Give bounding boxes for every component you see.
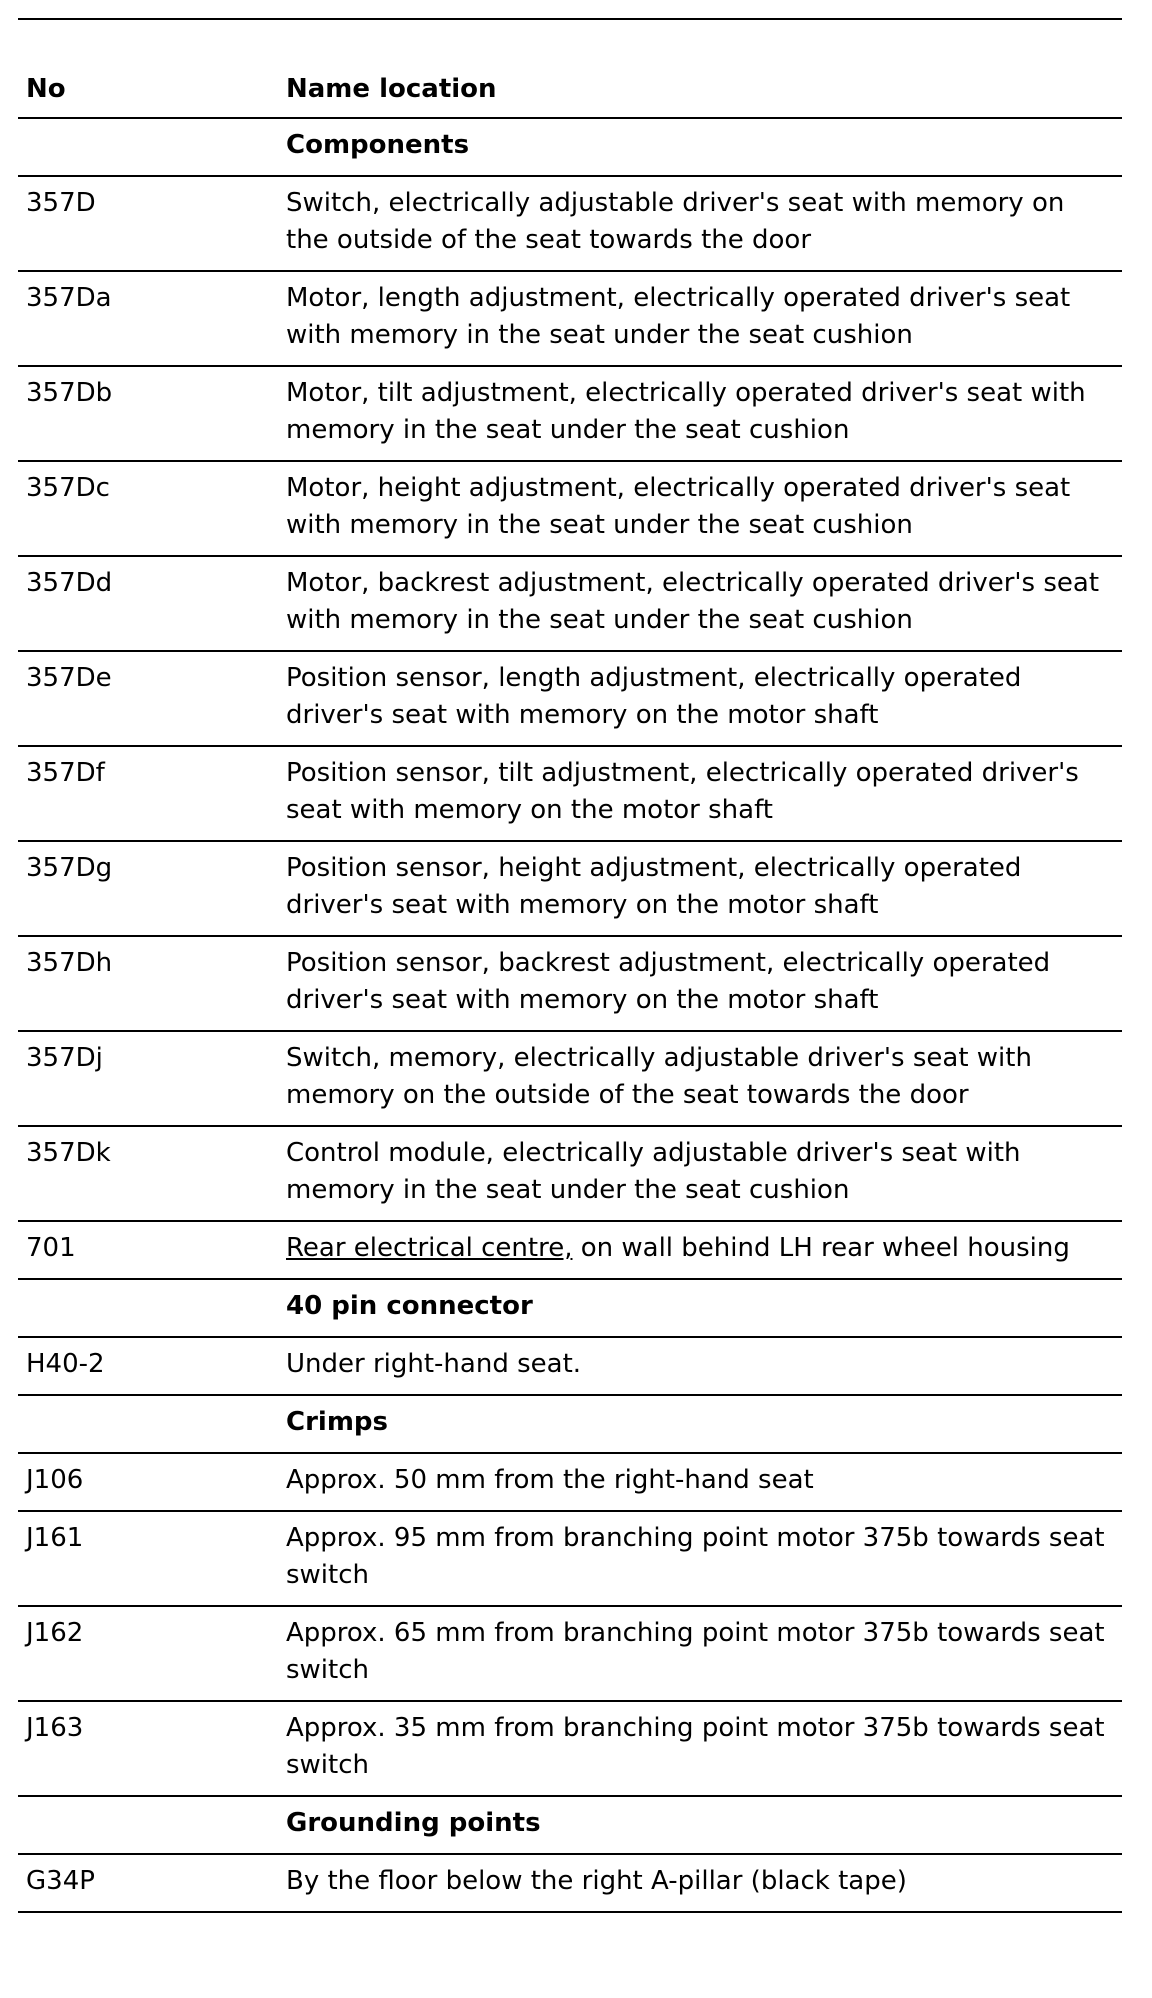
cell-no: 701 bbox=[18, 1221, 278, 1279]
cell-no: 357Db bbox=[18, 366, 278, 461]
table-row bbox=[18, 1221, 1122, 1279]
cell-name-location: Motor, height adjustment, electrically operated driver's seat with memory in the seat under the seat cushion bbox=[278, 461, 1122, 556]
cell-name-location: Position sensor, length adjustment, electrically operated driver's seat with memory on the motor shaft bbox=[278, 651, 1122, 746]
document bbox=[18, 18, 1122, 1913]
cell-no: 357D bbox=[18, 176, 278, 271]
cell-no: 357Dk bbox=[18, 1126, 278, 1221]
table-row bbox=[18, 651, 1122, 746]
section-spacer bbox=[18, 118, 278, 176]
cell-name-location: Position sensor, tilt adjustment, electrically operated driver's seat with memory on the motor shaft bbox=[278, 746, 1122, 841]
cell-no: 357Dh bbox=[18, 936, 278, 1031]
header-no: No bbox=[18, 69, 278, 118]
cell-no: J106 bbox=[18, 1453, 278, 1511]
cell-no: 357Df bbox=[18, 746, 278, 841]
section-row bbox=[18, 118, 1122, 176]
cell-no: J161 bbox=[18, 1511, 278, 1606]
table-row bbox=[18, 271, 1122, 366]
cell-name-location bbox=[278, 1221, 1122, 1279]
table-row bbox=[18, 1854, 1122, 1912]
cell-no: J162 bbox=[18, 1606, 278, 1701]
cell-no: G34P bbox=[18, 1854, 278, 1912]
cell-name-location: By the floor below the right A-pillar (black tape) bbox=[278, 1854, 1122, 1912]
cell-name-location: Approx. 95 mm from branching point motor 375b towards seat switch bbox=[278, 1511, 1122, 1606]
table-row bbox=[18, 1126, 1122, 1221]
cell-no: J163 bbox=[18, 1701, 278, 1796]
table-row bbox=[18, 556, 1122, 651]
cell-name-location: Motor, length adjustment, electrically operated driver's seat with memory in the seat under the seat cushion bbox=[278, 271, 1122, 366]
table-row bbox=[18, 1701, 1122, 1796]
cell-name-location: Motor, tilt adjustment, electrically operated driver's seat with memory in the seat under the seat cushion bbox=[278, 366, 1122, 461]
cell-name-location: Control module, electrically adjustable driver's seat with memory in the seat under the seat cushion bbox=[278, 1126, 1122, 1221]
table-row bbox=[18, 1511, 1122, 1606]
table-row bbox=[18, 1606, 1122, 1701]
section-row bbox=[18, 1796, 1122, 1854]
cell-no: 357De bbox=[18, 651, 278, 746]
cell-no: 357Dg bbox=[18, 841, 278, 936]
table-row bbox=[18, 1337, 1122, 1395]
cell-no: 357Dc bbox=[18, 461, 278, 556]
table-row bbox=[18, 1031, 1122, 1126]
table-row bbox=[18, 366, 1122, 461]
cell-name-location: Switch, memory, electrically adjustable driver's seat with memory on the outside of the seat towards the door bbox=[278, 1031, 1122, 1126]
cell-name-location: Under right-hand seat. bbox=[278, 1337, 1122, 1395]
table-body bbox=[18, 118, 1122, 1912]
location-table bbox=[18, 69, 1122, 1913]
cell-name-location: Approx. 35 mm from branching point motor 375b towards seat switch bbox=[278, 1701, 1122, 1796]
section-spacer bbox=[18, 1796, 278, 1854]
table-row bbox=[18, 936, 1122, 1031]
header-name-location: Name location bbox=[278, 69, 1122, 118]
table-row bbox=[18, 176, 1122, 271]
section-title: 40 pin connector bbox=[278, 1279, 1122, 1337]
table-row bbox=[18, 746, 1122, 841]
table-row bbox=[18, 841, 1122, 936]
cell-name-location: Switch, electrically adjustable driver's seat with memory on the outside of the seat towards the door bbox=[278, 176, 1122, 271]
table-header-row bbox=[18, 69, 1122, 118]
section-title: Components bbox=[278, 118, 1122, 176]
section-row bbox=[18, 1395, 1122, 1453]
section-title: Grounding points bbox=[278, 1796, 1122, 1854]
cell-name-text: on wall behind LH rear wheel housing bbox=[572, 1233, 1070, 1263]
section-spacer bbox=[18, 1279, 278, 1337]
cell-name-location: Position sensor, backrest adjustment, electrically operated driver's seat with memory on the motor shaft bbox=[278, 936, 1122, 1031]
cell-name-location: Approx. 65 mm from branching point motor 375b towards seat switch bbox=[278, 1606, 1122, 1701]
table-row bbox=[18, 461, 1122, 556]
section-title: Crimps bbox=[278, 1395, 1122, 1453]
cell-name-location: Motor, backrest adjustment, electrically operated driver's seat with memory in the seat under the seat cushion bbox=[278, 556, 1122, 651]
cell-name-location: Position sensor, height adjustment, electrically operated driver's seat with memory on the motor shaft bbox=[278, 841, 1122, 936]
rear-electrical-centre-link[interactable]: Rear electrical centre, bbox=[286, 1233, 573, 1263]
section-spacer bbox=[18, 1395, 278, 1453]
cell-name-location: Approx. 50 mm from the right-hand seat bbox=[278, 1453, 1122, 1511]
cell-no: H40-2 bbox=[18, 1337, 278, 1395]
cell-no: 357Da bbox=[18, 271, 278, 366]
cell-no: 357Dj bbox=[18, 1031, 278, 1126]
top-rule bbox=[18, 18, 1122, 20]
cell-no: 357Dd bbox=[18, 556, 278, 651]
table-row bbox=[18, 1453, 1122, 1511]
section-row bbox=[18, 1279, 1122, 1337]
